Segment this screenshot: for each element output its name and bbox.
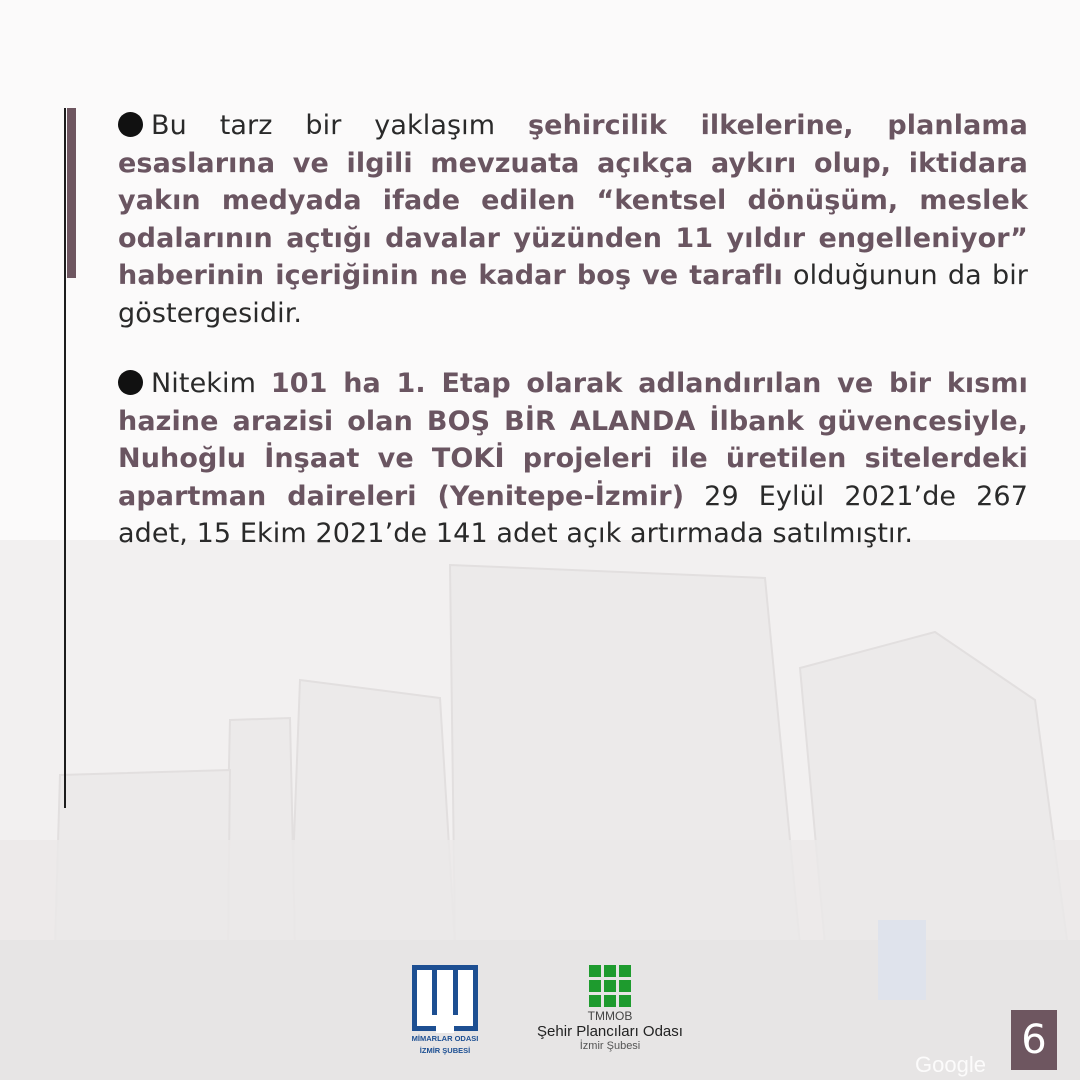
sehir-logo-line2: Şehir Plancıları Odası xyxy=(537,1023,683,1040)
paragraph-2-bold: 101 ha 1. Etap olarak adlandırılan ve bir kısmı hazine arazisi olan BOŞ BİR ALANDA İlbank güvencesiyle, Nuhoğlu İnşaat ve TOKİ projeleri ile üretilen sitelerdeki apartman daireleri (Yenitepe-İzmir) xyxy=(118,368,1028,512)
mimarlar-odasi-logo xyxy=(410,965,480,1055)
sehir-logo-line3: İzmir Şubesi xyxy=(579,1040,641,1052)
accent-line xyxy=(64,108,66,808)
sehir-logo-line1: TMMOB xyxy=(587,1009,633,1023)
bullet-icon xyxy=(118,370,143,395)
mimarlar-logo-icon xyxy=(412,965,478,1031)
paragraph-1 xyxy=(118,107,1028,332)
green-grid-icon xyxy=(589,965,631,1007)
mimarlar-logo-line2: İZMİR ŞUBESİ xyxy=(419,1046,471,1055)
paragraph-2-text-end: 29 Eylül 2021’de 267 adet, 15 Ekim 2021’de 141 adet açık artırmada satılmıştır. xyxy=(118,480,1028,549)
sehir-plancilari-logo xyxy=(530,965,690,1053)
mimarlar-logo-line1: MİMARLAR ODASI xyxy=(411,1034,479,1043)
google-watermark: Google xyxy=(915,1052,986,1077)
paragraph-1-text-end: olduğunun da bir göstergesidir. xyxy=(118,260,1029,329)
paragraph-2-text: Nitekim xyxy=(151,368,271,399)
bullet-icon xyxy=(118,112,143,137)
page-number: 6 xyxy=(1011,1010,1057,1070)
paragraph-1-bold: şehircilik ilkelerine, planlama esaslarına ve ilgili mevzuata açıkça aykırı olup, iktidara yakın medyada ifade edilen “kentsel dönüşüm, meslek odalarının açtığı davalar yüzünden 11 yıldır engelleniyor” haberinin içeriğinin ne kadar boş ve taraflı xyxy=(118,110,1028,291)
paragraph-1-text: Bu tarz bir yaklaşım xyxy=(151,110,528,141)
paragraph-2 xyxy=(118,365,1028,553)
accent-bar xyxy=(67,108,76,278)
